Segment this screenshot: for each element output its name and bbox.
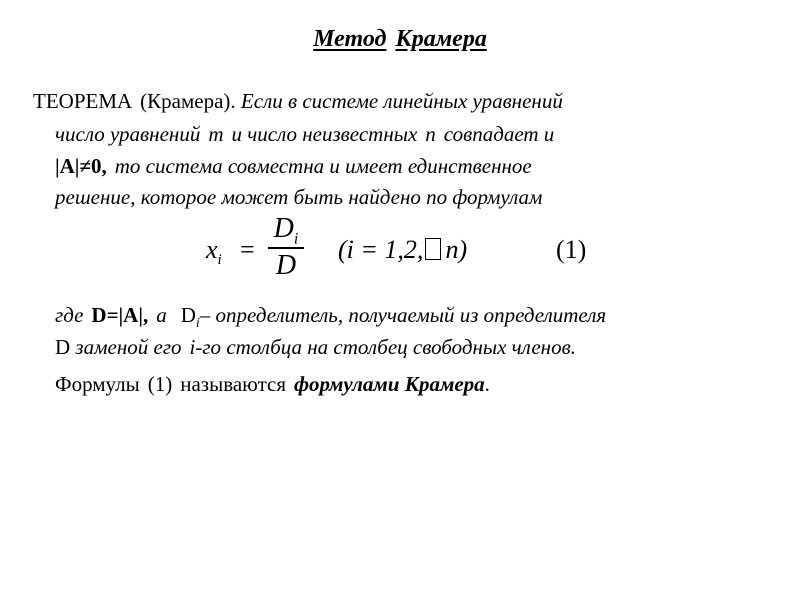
title-word-1: Метод bbox=[313, 26, 387, 52]
theorem-text-2c: совпадает и bbox=[443, 122, 555, 146]
conclusion-middle: называются bbox=[180, 372, 286, 396]
formula-number: (1) bbox=[556, 235, 587, 264]
fraction-denominator: D bbox=[275, 249, 297, 281]
cramer-formulas-term: формулами Крамера bbox=[293, 372, 485, 396]
theorem-line-3 bbox=[55, 156, 532, 177]
i-column: i-го bbox=[189, 335, 222, 359]
theorem-label: ТЕОРЕМА bbox=[33, 89, 133, 113]
formula-index-range: (i = 1,2, n) bbox=[338, 235, 468, 264]
fraction-numerator: $D_i$ bbox=[273, 213, 299, 248]
explanation-line-2 bbox=[55, 337, 576, 358]
di-subscript: i bbox=[195, 316, 200, 332]
missing-glyph-box bbox=[425, 238, 441, 260]
explanation-line-1 bbox=[55, 305, 606, 331]
var-m: m bbox=[208, 122, 224, 146]
explanation-text-3: столбца на столбец свободных членов. bbox=[226, 335, 576, 359]
text-a: а bbox=[156, 303, 167, 327]
var-n: n bbox=[425, 122, 436, 146]
theorem-text-3: то система совместна и имеет единственное bbox=[114, 154, 532, 178]
theorem-line-2 bbox=[55, 124, 554, 145]
formula-lhs: $x_i$ bbox=[206, 235, 222, 269]
explanation-text-1: – определитель, получаемый из определителя bbox=[199, 303, 607, 327]
theorem-text-2b: и число неизвестных bbox=[231, 122, 418, 146]
conclusion-ref: (1) bbox=[147, 372, 173, 396]
formula-fraction bbox=[268, 215, 304, 280]
theorem-line-4: решение, которое может быть найдено по формулам bbox=[55, 185, 543, 209]
det-condition: |A|≠0, bbox=[55, 154, 107, 178]
d-symbol: D bbox=[55, 335, 71, 359]
di-symbol: D bbox=[180, 303, 196, 327]
slide-title bbox=[0, 26, 800, 53]
d-definition: D=|A|, bbox=[91, 303, 149, 327]
theorem-name: (Крамера). bbox=[140, 89, 236, 113]
title-word-2: Крамера bbox=[395, 26, 487, 52]
text-where: где bbox=[55, 303, 84, 327]
theorem-text-1: Если в системе линейных уравнений bbox=[240, 89, 563, 113]
theorem-line-1 bbox=[33, 91, 563, 112]
conclusion-end: . bbox=[484, 372, 490, 396]
formula-equals: = bbox=[240, 235, 255, 264]
conclusion-prefix: Формулы bbox=[55, 372, 140, 396]
cramer-formula bbox=[206, 215, 606, 285]
theorem-text-2a: число уравнений bbox=[55, 122, 201, 146]
fraction-bar bbox=[268, 247, 304, 249]
conclusion-line bbox=[55, 374, 490, 395]
explanation-text-2: заменой его bbox=[75, 335, 182, 359]
